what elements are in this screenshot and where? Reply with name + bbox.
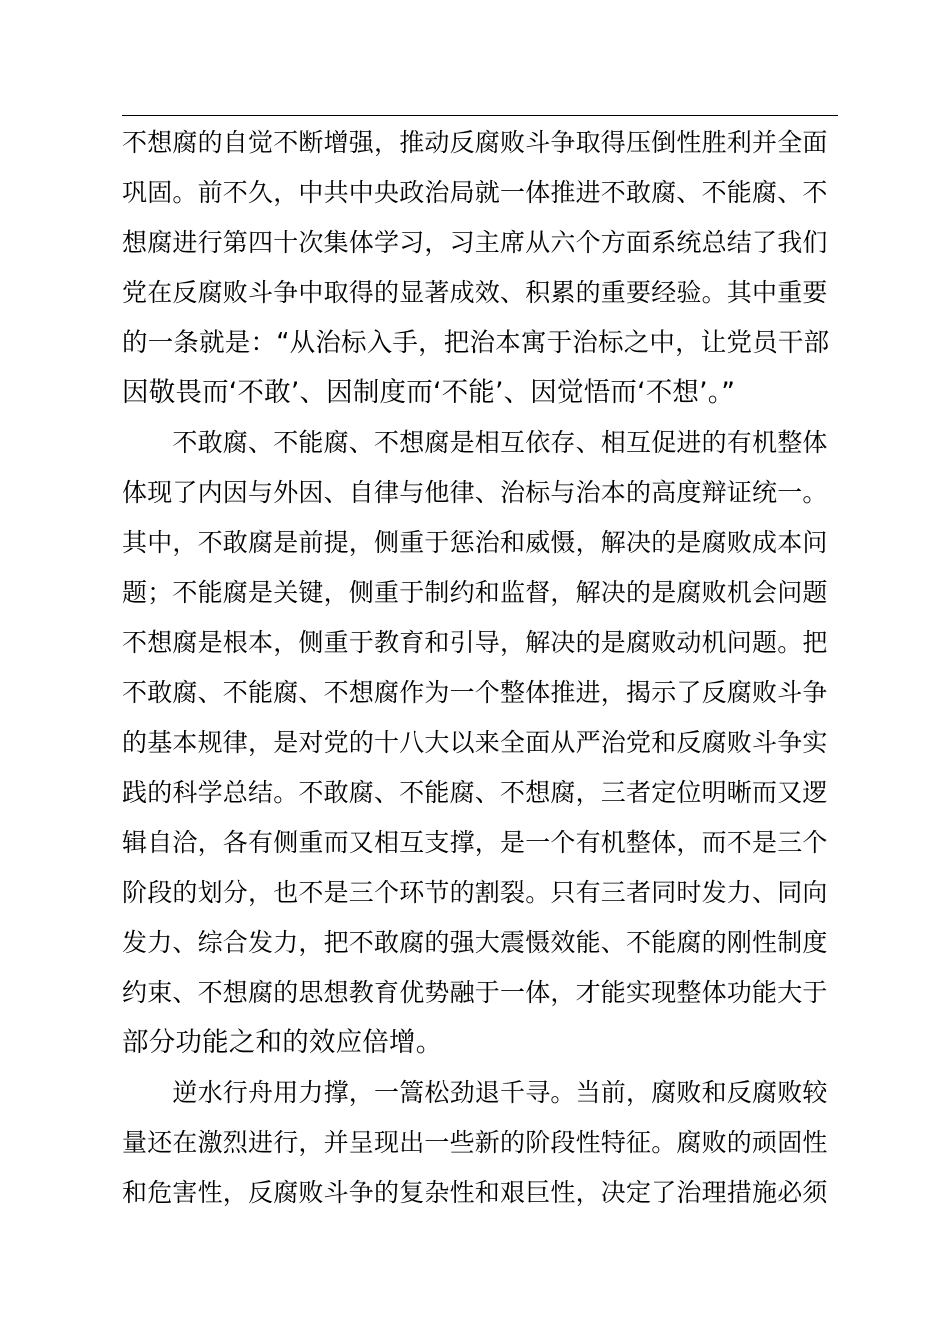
text-line: 不敢腐、不能腐、不想腐作为一个整体推进，揭示了反腐败斗争 [122, 678, 828, 707]
text-line: 辑自洽，各有侧重而又相互支撑，是一个有机整体，而不是三个 [122, 828, 828, 857]
text-line: 体现了内因与外因、自律与他律、治标与治本的高度辩证统一。 [122, 478, 828, 507]
text-line: 发力、综合发力，把不敢腐的强大震慑效能、不能腐的刚性制度 [122, 928, 828, 957]
text-line: 部分功能之和的效应倍增。 [122, 1027, 443, 1058]
text-line: 不想腐是根本，侧重于教育和引导，解决的是腐败动机问题。把 [122, 628, 828, 657]
text-line: 逆水行舟用力撑，一篙松劲退千寻。当前，腐败和反腐败较 [122, 1078, 828, 1107]
text-line: 不想腐的自觉不断增强，推动反腐败斗争取得压倒性胜利并全面 [122, 128, 828, 157]
header-rule [122, 115, 838, 116]
text-line: 的一条就是：“从治标入手，把治本寓于治标之中，让党员干部 [122, 328, 830, 358]
text-line: 阶段的划分，也不是三个环节的割裂。只有三者同时发力、同向 [122, 878, 828, 907]
text-line: 践的科学总结。不敢腐、不能腐、不想腐，三者定位明晰而又逻 [122, 778, 828, 807]
text-line: 量还在激烈进行，并呈现出一些新的阶段性特征。腐败的顽固性 [122, 1128, 828, 1157]
text-line: 和危害性，反腐败斗争的复杂性和艰巨性，决定了治理措施必须 [122, 1178, 828, 1207]
text-line: 因敬畏而‘不敢’、因制度而‘不能’、因觉悟而‘不想’。” [122, 377, 736, 408]
text-line: 约束、不想腐的思想教育优势融于一体，才能实现整体功能大于 [122, 978, 828, 1007]
text-line: 题；不能腐是关键，侧重于制约和监督，解决的是腐败机会问题 [122, 578, 828, 607]
text-line: 党在反腐败斗争中取得的显著成效、积累的重要经验。其中重要 [122, 278, 828, 307]
text-line: 其中，不敢腐是前提，侧重于惩治和威慑，解决的是腐败成本问 [122, 528, 828, 557]
text-line: 的基本规律，是对党的十八大以来全面从严治党和反腐败斗争实 [122, 728, 828, 757]
text-line: 不敢腐、不能腐、不想腐是相互依存、相互促进的有机整体 [122, 428, 828, 457]
text-line: 巩固。前不久，中共中央政治局就一体推进不敢腐、不能腐、不 [122, 178, 828, 207]
text-line: 想腐进行第四十次集体学习，习主席从六个方面系统总结了我们 [122, 228, 828, 257]
